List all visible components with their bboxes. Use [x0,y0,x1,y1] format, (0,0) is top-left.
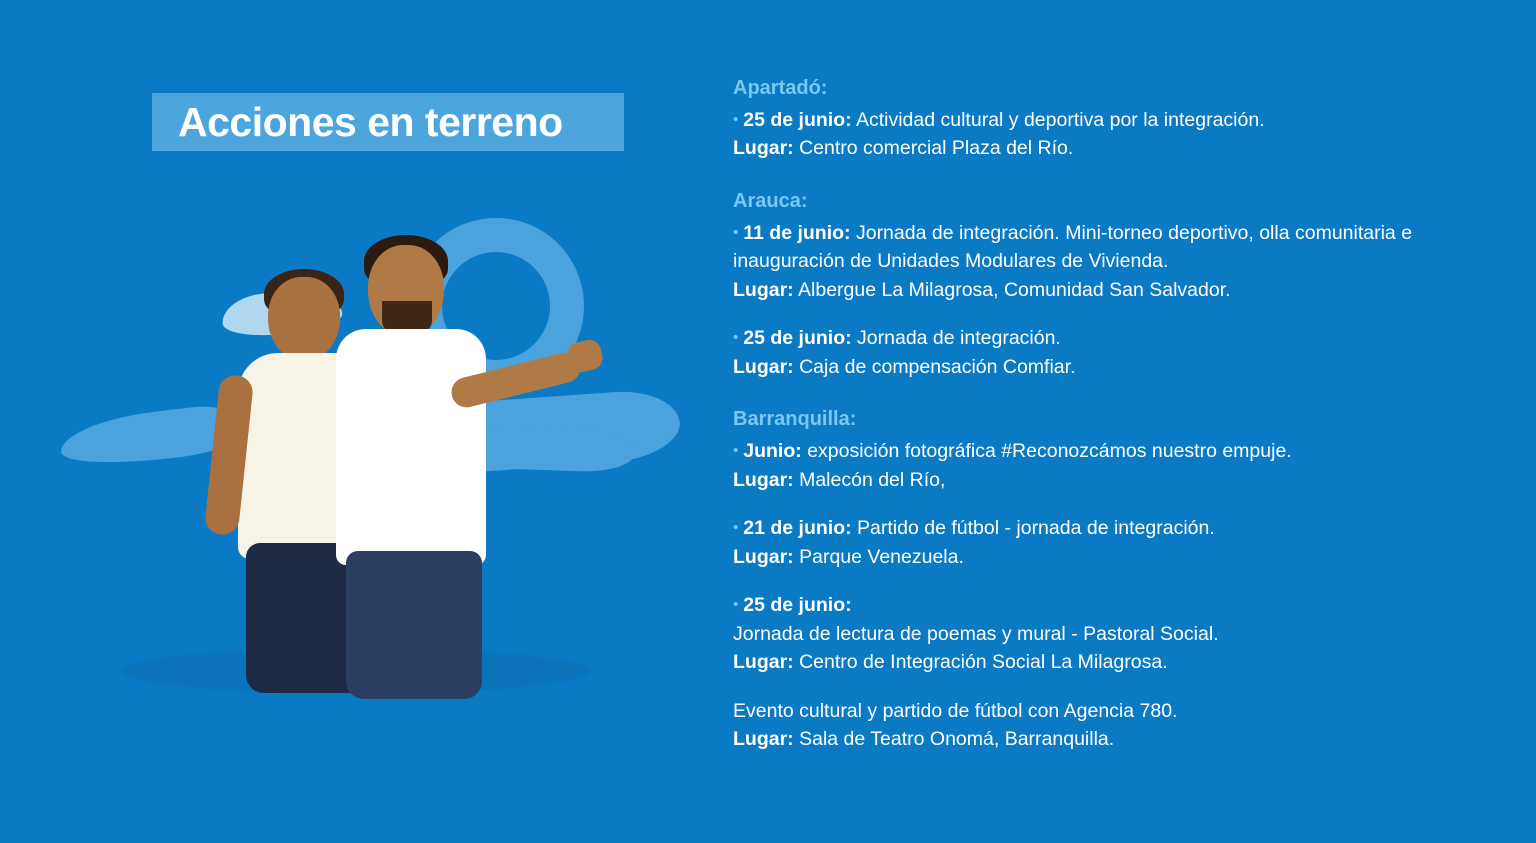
event-place: Parque Venezuela. [799,545,964,568]
event-place-line [733,276,1493,304]
event-place: Albergue La Milagrosa, Comunidad San Salvador. [798,278,1231,301]
place-label: Lugar: [733,468,794,491]
event-date-line [733,591,1493,619]
city-group-arauca [733,189,1493,381]
event-date: Junio: [743,440,802,463]
event-place-line [733,725,1493,753]
title-banner [152,93,624,151]
event-description: exposición fotográfica #Reconozcámos nuestro empuje. [807,440,1292,463]
event-place: Sala de Teatro Onomá, Barranquilla. [799,728,1115,751]
event-description-line [733,697,1493,725]
event-date-description [733,437,1493,465]
event-place-line [733,353,1493,381]
event-place-line [733,134,1493,162]
page-title: Acciones en terreno [178,98,563,145]
event-date-description [733,106,1493,134]
event-entry [733,106,1493,163]
event-place: Centro comercial Plaza del Río. [799,137,1074,160]
event-date: 21 de junio: [743,517,852,540]
man-shirt [336,329,486,565]
event-entry [733,697,1493,754]
event-entry [733,437,1493,494]
place-label: Lugar: [733,651,794,674]
place-label: Lugar: [733,355,794,378]
event-date-description [733,514,1493,542]
event-description: Partido de fútbol - jornada de integración. [857,517,1215,540]
woman-head [268,277,340,361]
city-group-barranquilla [733,407,1493,753]
event-entry [733,324,1493,381]
events-list [733,76,1493,754]
event-entry [733,219,1493,304]
event-date: 25 de junio: [743,327,852,350]
place-label: Lugar: [733,278,794,301]
event-description: Evento cultural y partido de fútbol con Agencia 780. [733,699,1178,722]
left-illustration-panel [0,0,710,843]
city-title: Barranquilla: [733,408,857,431]
event-place: Centro de Integración Social La Milagrosa. [799,651,1168,674]
city-title: Apartadó: [733,77,828,99]
bullet-icon: • [733,442,739,460]
man-jeans [346,551,482,699]
event-date-description [733,324,1493,352]
event-description-line [733,620,1493,648]
event-place: Caja de compensación Comfiar. [799,355,1076,378]
bullet-icon: • [733,111,739,128]
event-entry [733,514,1493,571]
event-description: Jornada de integración. [857,327,1061,350]
event-date: 25 de junio: [743,594,852,617]
event-description: Actividad cultural y deportiva por la integración. [855,109,1265,131]
bullet-icon: • [733,223,739,241]
bullet-icon: • [733,596,739,614]
event-date: 25 de junio: [743,109,852,131]
bullet-icon: • [733,329,739,347]
couple-photo [150,225,580,695]
city-group-apartado [733,76,1493,163]
place-label: Lugar: [733,728,794,751]
event-place: Malecón del Río, [799,468,946,491]
place-label: Lugar: [733,545,794,568]
event-entry [733,591,1493,676]
place-label: Lugar: [733,137,794,160]
bullet-icon: • [733,519,739,537]
city-title: Arauca: [733,189,808,212]
event-date-description [733,219,1493,276]
event-place-line [733,648,1493,676]
event-place-line [733,466,1493,494]
event-description: Jornada de integración. Mini-torneo deportivo, olla comunitaria e inauguración de Unidades Modulares de Vivienda. [733,221,1413,273]
event-description: Jornada de lectura de poemas y mural - Pastoral Social. [733,622,1219,645]
event-place-line [733,543,1493,571]
event-date: 11 de junio: [743,221,851,244]
